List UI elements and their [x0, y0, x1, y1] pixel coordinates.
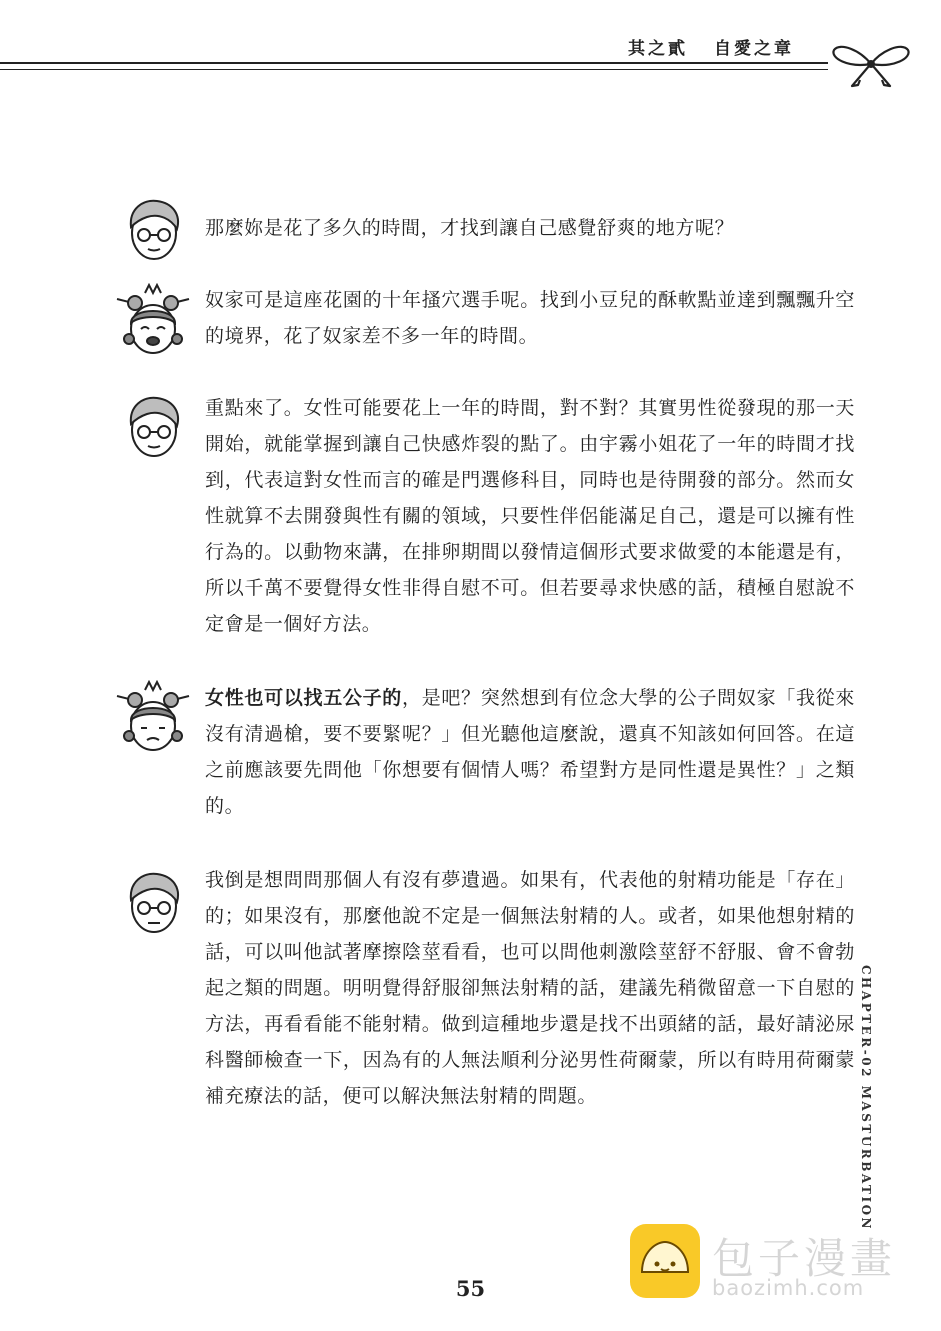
watermark-logo-icon	[628, 1222, 702, 1300]
page-number: 55	[455, 1276, 486, 1301]
header-rule-top	[0, 62, 828, 64]
dialogue-text: 我倒是想問問那個人有沒有夢遺過。如果有，代表他的射精功能是「存在」的；如果沒有，那麼他說不定是一個無法射精的人。或者，如果他想射精的話，可以叫他試著摩擦陰莖看看，也可以問他刺激陰莖舒不舒服、會不會勃起之類的問題。明明覺得舒服卻無法射精的話，建議先稍微留意一下自慰的方法，再看看能不能射精。做到這種地步還是找不出頭緒的話，最好請泌尿科醫師檢查一下，因為有的人無法順利分泌男性荷爾蒙，所以有時用荷爾蒙補充療法的話，便可以解決無法射精的問題。	[205, 869, 855, 1107]
man-avatar-icon	[119, 392, 189, 462]
side-chapter-text: CHAPTER-02 MASTURBATION	[859, 965, 873, 1232]
dialogue-3	[205, 390, 855, 642]
dialogue-text-rest: ，是吧？突然想到有位念大學的公子問奴家「我從來沒有清過槍，要不要緊呢？」但光聽他這麼說，還真不知該如何回答。在這之前應該要先問他「你想要有個情人嗎？希望對方是同性還是異性？」之類的。	[205, 687, 855, 817]
man-avatar-icon	[119, 195, 189, 265]
chapter-title: 自愛之章	[714, 39, 794, 59]
woman-avatar-icon	[113, 283, 193, 363]
dialogue-1	[205, 210, 855, 246]
dialogue-text: 重點來了。女性可能要花上一年的時間，對不對？其實男性從發現的那一天開始，就能掌握到讓自己快感炸裂的點了。由宇霧小姐花了一年的時間才找到，代表這對女性而言的確是門選修科目，同時也是待開發的部分。然而女性就算不去開發與性有關的領域，只要性伴侶能滿足自己，還是可以擁有性行為的。以動物來講，在排卵期間以發情這個形式要求做愛的本能還是有，所以千萬不要覺得女性非得自慰不可。但若要尋求快感的話，積極自慰說不定會是一個好方法。	[205, 397, 855, 635]
dialogue-5	[205, 862, 855, 1114]
highlighted-phrase: 女性也可以找五公子的	[205, 687, 402, 709]
dialogue-text: 那麼妳是花了多久的時間，才找到讓自己感覺舒爽的地方呢？	[205, 217, 735, 239]
dialogue-2	[205, 282, 855, 354]
watermark-logo-text: 包子漫畫	[712, 1234, 897, 1283]
dialogue-text	[205, 680, 855, 824]
man-avatar-icon	[119, 868, 189, 938]
watermark-url: baozimh.com	[712, 1276, 865, 1300]
running-header	[628, 34, 794, 59]
chapter-label: 其之貳	[628, 39, 688, 59]
dialogue-text: 奴家可是這座花園的十年搔穴選手呢。找到小豆兒的酥軟點並達到飄飄升空的境界，花了奴家差不多一年的時間。	[205, 289, 855, 347]
dialogue-4	[205, 680, 855, 824]
ribbon-bow-icon	[826, 28, 916, 88]
header-rule-bottom	[0, 69, 828, 70]
woman-avatar-icon	[113, 680, 193, 760]
